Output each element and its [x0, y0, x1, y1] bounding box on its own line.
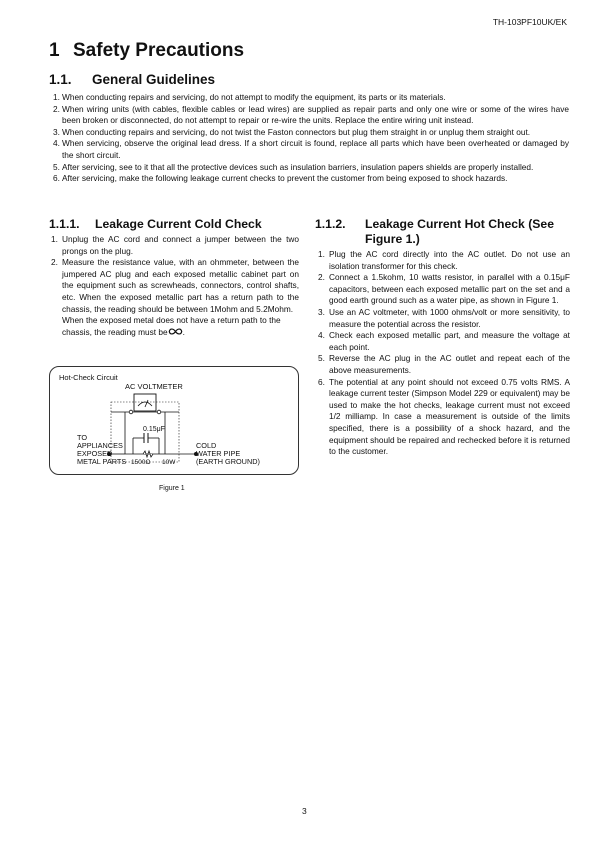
capacitor-label: 0.15μF	[143, 426, 165, 433]
cold-check-list	[49, 234, 299, 315]
subsection-title-text: General Guidelines	[92, 72, 216, 87]
list-item: 3. When conducting repairs and servicing, do not twist the Faston connectors but plug them straight in or unplug them straight out.	[53, 126, 531, 137]
terminal-icon	[157, 410, 161, 414]
hot-check-title: Leakage Current Hot Check (See	[365, 217, 554, 231]
circuit-title: Hot-Check Circuit	[59, 373, 118, 382]
voltmeter-icon	[134, 394, 156, 411]
cold-check-body	[49, 234, 299, 338]
model-number: TH-103PF10UK/EK	[492, 17, 567, 27]
general-guidelines-list	[49, 92, 569, 185]
hot-check-title-cont: Figure 1.)	[365, 232, 420, 246]
list-item: 1. Unplug the AC cord and connect a jumper between the two prongs on the plug.	[51, 234, 299, 256]
left-label-line3: EXPOSED	[77, 449, 113, 458]
list-item: 2. Measure the resistance value, with an ohmmeter, between the jumpered AC plug and each exposed metallic cabinet part on the equipment such as screwheads, connectors, control shafts, etc. When the exposed metallic part has a return path to the chassis, the reading should be between 1Mohm and 5.2Mohm.	[51, 257, 299, 314]
watts-label: 10W	[162, 459, 176, 466]
list-item: 5. Reverse the AC plug in the AC outlet and repeat each of the above measurements.	[318, 353, 570, 375]
infinity-icon	[168, 327, 183, 336]
subsection-number: 1.1.	[49, 72, 72, 87]
cold-check-note: When the exposed metal does not have a return path to the chassis, the reading must be .	[62, 315, 281, 337]
resistor-label: 1500Ω	[131, 459, 151, 466]
hot-check-heading	[315, 217, 570, 247]
hot-check-list	[316, 249, 570, 458]
section-title	[49, 40, 244, 62]
cold-check-heading	[49, 217, 262, 232]
cold-check-number: 1.1.1.	[49, 217, 80, 231]
list-item: 6. After servicing, make the following leakage current checks to prevent the customer from being exposed to shock hazards.	[53, 173, 508, 184]
section-number: 1	[49, 40, 60, 61]
list-item: 4. Check each exposed metallic part, and measure the voltage at each point.	[318, 330, 570, 352]
hot-check-number: 1.1.2.	[315, 217, 346, 231]
right-label-line1: COLD	[196, 441, 217, 450]
terminal-icon	[129, 410, 133, 414]
hot-check-circuit-diagram	[49, 366, 299, 475]
list-item: 5. After servicing, see to it that all the protective devices such as insulation barriers, insulation papers shields are properly installed.	[53, 161, 534, 172]
voltmeter-label: AC VOLTMETER	[125, 382, 183, 391]
left-label-line4: METAL PARTS	[77, 457, 127, 466]
page-number: 3	[302, 806, 307, 816]
list-item: 1. When conducting repairs and servicing, do not attempt to modify the equipment, its parts or its materials.	[53, 92, 446, 102]
left-label-line2: APPLIANCES	[77, 441, 123, 450]
right-label-line3: (EARTH GROUND)	[196, 457, 260, 466]
right-label-line2: WATER PIPE	[196, 449, 241, 458]
list-item: 4. When servicing, observe the original lead dress. If a short circuit is found, replace all parts which have been overheated or damaged by the short circuit.	[53, 138, 569, 160]
section-title-text: Safety Precautions	[73, 40, 245, 61]
resistor-icon	[143, 451, 153, 457]
list-item: 3. Use an AC voltmeter, with 1000 ohms/volt or more sensitivity, to measure the potential across the resistor.	[318, 306, 570, 329]
left-label-line1: TO	[77, 433, 88, 442]
list-item: 2. When wiring units (with cables, flexible cables or lead wires) are supplied as repair parts and only one wire or some of the wires have been broken or disconnected, do not attempt to repair or re-wire the units. Replace the entire wiring unit instead.	[53, 103, 569, 126]
list-item: 6. The potential at any point should not exceed 0.75 volts RMS. A leakage current tester (Simpson Model 229 or equivalent) may be used to make the hot checks, leakage current must not exceed 1/2 milliamp. In case a measurement is outside of the limits specified, there is a possibility of a shock hazard, and the equipment should be repaired and rechecked before it is returned to the customer.	[318, 376, 570, 457]
list-item: 2. Connect a 1.5kohm, 10 watts resistor, in parallel with a 0.15μF capacitors, between each exposed metallic part on the set and a good earth ground such as a water pipe, as shown in Figure 1.	[318, 272, 570, 306]
list-item: 1. Plug the AC cord directly into the AC outlet. Do not use an isolation transformer for this check.	[318, 249, 570, 271]
figure-caption: Figure 1	[159, 485, 185, 492]
subsection-title	[49, 72, 215, 87]
cold-check-title: Leakage Current Cold Check	[95, 217, 262, 231]
